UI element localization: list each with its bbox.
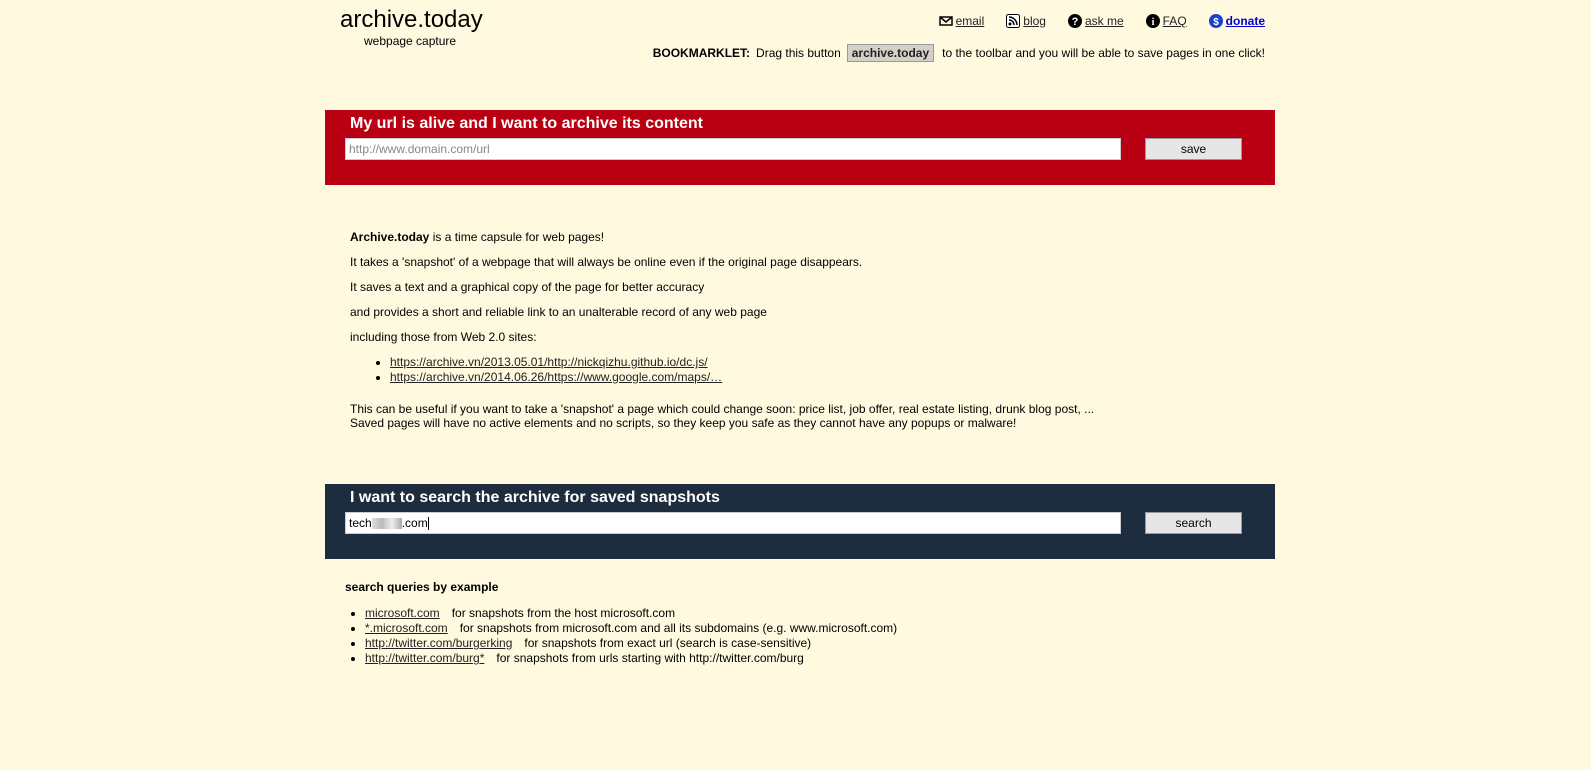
search-example-desc: for snapshots from urls starting with http://twitter.com/burg (496, 651, 804, 665)
svg-text:i: i (1151, 17, 1155, 28)
search-value-prefix: tech (349, 516, 372, 530)
search-example-desc: for snapshots from exact url (search is case-sensitive) (524, 636, 812, 650)
save-panel-title: My url is alive and I want to archive its content (350, 115, 703, 132)
list-item (390, 355, 1094, 369)
search-value-suffix: .com (401, 516, 428, 530)
example-link-1[interactable]: https://archive.vn/2013.05.01/http://nickqizhu.github.io/dc.js/ (390, 355, 708, 369)
search-example-desc: for snapshots from the host microsoft.com (451, 606, 676, 620)
nav-faq-link[interactable]: FAQ (1162, 14, 1187, 28)
site-logo[interactable] (340, 6, 483, 48)
nav-email-link[interactable]: email (955, 14, 985, 28)
nav-donate-link[interactable]: donate (1225, 14, 1265, 28)
bookmarklet-label: BOOKMARKLET: (652, 46, 751, 60)
search-example-list (345, 606, 897, 666)
intro-line-1 (350, 230, 1094, 244)
intro-line-4: and provides a short and reliable link to an unalterable record of any web page (350, 305, 767, 319)
url-input[interactable] (345, 138, 1121, 160)
bookmarklet-button[interactable]: archive.today (847, 44, 934, 62)
brand-name: Archive.today (350, 230, 430, 244)
example-list (350, 355, 1094, 384)
text-cursor (428, 517, 429, 530)
intro-tail (350, 402, 1094, 430)
logo-subtitle: webpage capture (364, 34, 457, 48)
list-item (365, 636, 897, 651)
example-link-2[interactable]: https://archive.vn/2014.06.26/https://www.google.com/maps/… (390, 370, 723, 384)
intro-tail-1: This can be useful if you want to take a 'snapshot' a page which could change soon: price list, job offer, real estate listing, drunk blog post, ... (350, 402, 1095, 416)
search-button[interactable]: search (1145, 512, 1242, 534)
search-example-link[interactable]: http://twitter.com/burgerking (365, 636, 513, 650)
bookmarklet-post-text: to the toolbar and you will be able to save pages in one click! (942, 46, 1265, 60)
nav-ask[interactable] (1068, 14, 1124, 28)
list-item (390, 370, 1094, 384)
search-example-desc: for snapshots from microsoft.com and all its subdomains (e.g. www.microsoft.com) (459, 621, 898, 635)
search-example-link[interactable]: microsoft.com (365, 606, 440, 620)
bookmarklet-bar (653, 44, 1265, 62)
intro-text (350, 230, 1094, 430)
question-icon (1068, 14, 1082, 28)
list-item (365, 621, 897, 636)
nav-ask-link[interactable]: ask me (1084, 14, 1124, 28)
bookmarklet-pre-text: Drag this button (756, 46, 841, 60)
list-item (365, 606, 897, 621)
top-nav (939, 14, 1265, 28)
intro-line-5: including those from Web 2.0 sites: (350, 330, 537, 344)
search-panel-title: I want to search the archive for saved snapshots (350, 489, 720, 506)
save-panel (325, 110, 1275, 185)
search-example-link[interactable]: *.microsoft.com (365, 621, 448, 635)
envelope-icon (939, 14, 953, 28)
nav-donate[interactable] (1209, 14, 1265, 28)
search-help-title: search queries by example (345, 580, 499, 594)
donate-icon (1209, 14, 1223, 28)
logo-title: archive.today (340, 6, 483, 33)
search-input[interactable] (345, 512, 1121, 534)
redacted-block (372, 518, 402, 529)
intro-line-3: It saves a text and a graphical copy of the page for better accuracy (350, 280, 705, 294)
svg-text:?: ? (1071, 16, 1079, 28)
rss-icon (1006, 14, 1020, 28)
intro-tail-2: Saved pages will have no active elements and no scripts, so they keep you safe as they cannot have any popups or malware! (350, 416, 1017, 430)
nav-blog-link[interactable]: blog (1023, 14, 1046, 28)
search-panel (325, 484, 1275, 559)
info-icon (1146, 14, 1160, 28)
svg-text:$: $ (1212, 17, 1219, 28)
search-example-link[interactable]: http://twitter.com/burg* (365, 651, 485, 665)
nav-faq[interactable] (1146, 14, 1187, 28)
save-button[interactable]: save (1145, 138, 1242, 160)
list-item (365, 651, 897, 666)
intro-line-2: It takes a 'snapshot' of a webpage that will always be online even if the original page disappears. (350, 255, 863, 269)
nav-email[interactable] (939, 14, 985, 28)
search-help (345, 580, 897, 666)
nav-blog[interactable] (1006, 14, 1046, 28)
intro-line-1-rest: is a time capsule for web pages! (429, 230, 605, 244)
